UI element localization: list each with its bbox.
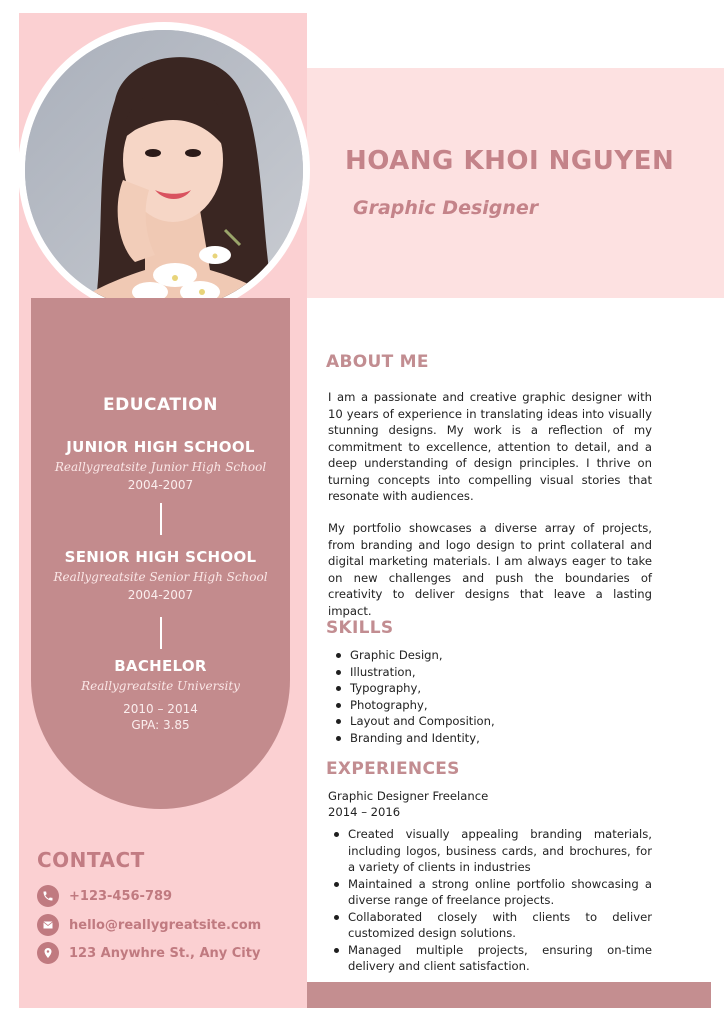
skill-item: Photography, [336,697,495,714]
education-degree: BACHELOR [114,657,207,675]
experience-bullet: Collaborated closely with clients to deliver customized design solutions. [334,909,652,942]
experience-bullet: Created visually appealing branding materials, including logos, business cards, and brochures, for a variety of clients in industries [334,826,652,876]
contact-address [37,942,260,964]
contact-email-text: hello@reallygreatsite.com [69,917,262,933]
profile-name: HOANG KHOI NGUYEN [345,146,675,176]
education-gpa: GPA: 3.85 [131,718,190,732]
experiences-title: EXPERIENCES [326,759,460,779]
experience-years: 2014 – 2016 [328,805,401,819]
education-item-senior [31,548,290,602]
experience-role: Graphic Designer Freelance [328,789,489,803]
skills-list [336,647,495,746]
skills-title: SKILLS [326,618,394,638]
email-icon [37,914,59,936]
education-divider [160,503,162,535]
education-panel [31,298,290,809]
education-divider [160,617,162,649]
skill-item: Branding and Identity, [336,730,495,747]
location-icon [37,942,59,964]
contact-phone[interactable] [37,885,172,907]
education-item-bachelor [31,657,290,732]
contact-title: CONTACT [37,848,145,872]
skill-item: Layout and Composition, [336,713,495,730]
education-school: Reallygreatsite University [81,679,240,693]
education-title: EDUCATION [103,395,218,415]
contact-phone-text: +123-456-789 [69,888,173,904]
skill-item: Graphic Design, [336,647,495,664]
header-band [307,68,724,298]
contact-email[interactable] [37,914,261,936]
education-years: 2010 – 2014 [123,702,198,716]
education-years: 2004-2007 [127,478,194,492]
contact-address-text: 123 Anywhre St., Any City [69,945,261,961]
education-degree: SENIOR HIGH SCHOOL [64,548,257,566]
education-school: Reallygreatsite Junior High School [54,460,267,474]
skill-item: Typography, [336,680,495,697]
phone-icon [37,885,59,907]
experience-bullets [334,826,652,975]
about-paragraph-2: My portfolio showcases a diverse array of projects, from branding and logo design to print collateral and digital marketing materials. I am always eager to take on new challenges and push the boundaries of creativity to deliver designs that leave a lasting impact. [328,521,652,618]
profile-photo [25,30,303,311]
skill-item: Illustration, [336,664,495,681]
experience-bullet: Maintained a strong online portfolio showcasing a diverse range of freelance projects. [334,876,652,909]
education-degree: JUNIOR HIGH SCHOOL [66,438,255,456]
about-paragraph-1: I am a passionate and creative graphic designer with 10 years of experience in translating ideas into visually stunning designs. My work is a reflection of my commitment to excellence, attention to detail, and a deep understanding of design principles. I thrive on turning concepts into compelling visual stories that resonate with audiences. [328,390,652,503]
education-school: Reallygreatsite Senior High School [53,570,268,584]
bottom-accent-bar [307,982,711,1008]
about-title: ABOUT ME [326,352,429,372]
education-item-junior [31,438,290,492]
experience-bullet: Managed multiple projects, ensuring on-time delivery and client satisfaction. [334,942,652,975]
education-years: 2004-2007 [127,588,194,602]
profile-role: Graphic Designer [353,197,539,219]
